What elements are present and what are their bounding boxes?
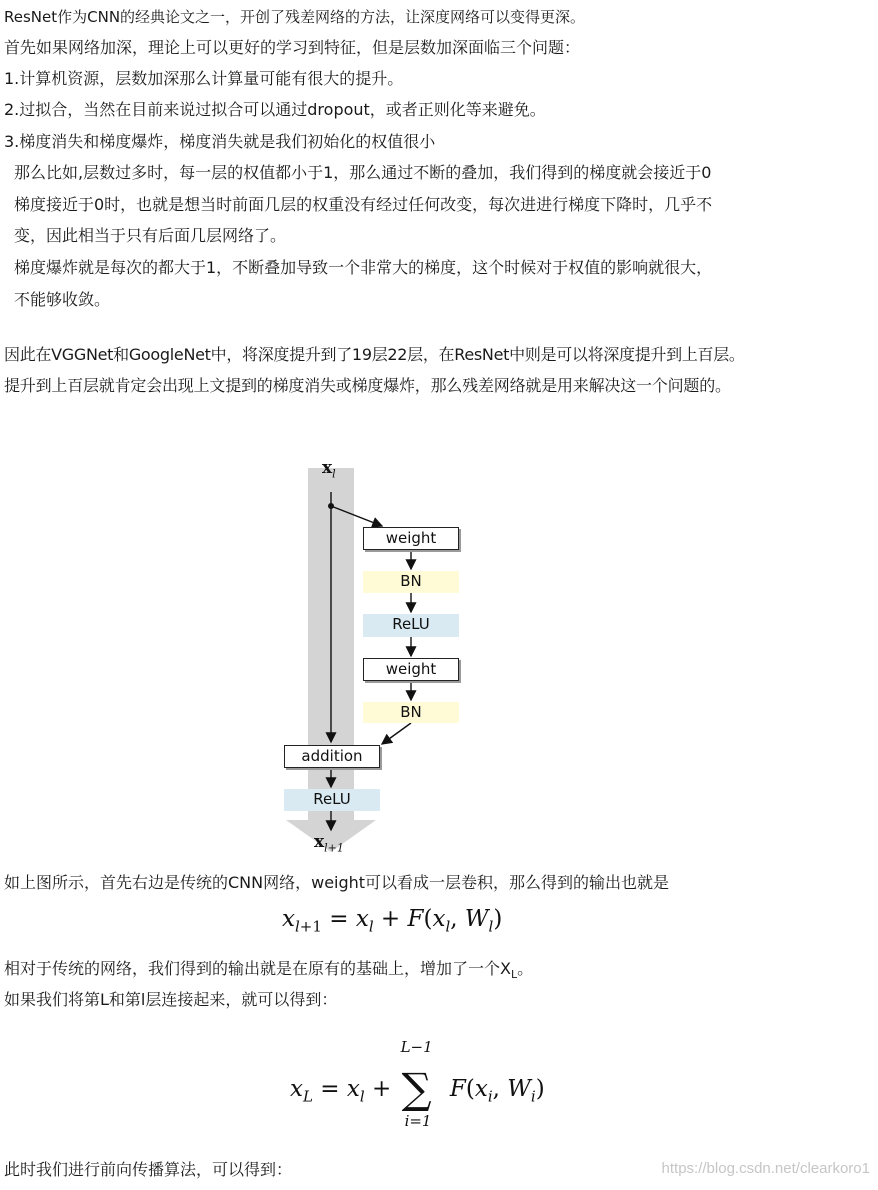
sum-upper-limit: L−1 — [400, 1038, 433, 1056]
paragraph-intro: ResNet作为CNN的经典论文之一，开创了残差网络的方法，让深度网络可以变得更深。 — [4, 8, 586, 26]
weight-layer-2: weight — [363, 658, 459, 681]
list-item-3-line-1: 那么比如,层数过多时，每一层的权值都小于1，那么通过不断的叠加，我们得到的梯度就会接近于0 — [14, 163, 712, 182]
list-item-3-line-2: 梯度接近于0时，也就是想当时前面几层的权重没有经过任何改变，每次进进行梯度下降时，几乎不 — [14, 195, 713, 214]
list-item-2: 2.过拟合，当然在目前来说过拟合可以通过dropout，或者正则化等来避免。 — [4, 100, 546, 119]
addition-node: addition — [284, 745, 380, 768]
formula-residual-output: $x_{l+1} = x_l + F(x_l$, $W_l$) — [282, 906, 503, 936]
paragraph-connect-layers: 如果我们将第L和第l层连接起来，就可以得到： — [4, 990, 338, 1009]
bn-layer-1: BN — [363, 571, 459, 593]
paragraph-explanation: 如上图所示，首先右边是传统的CNN网络，weight可以看成一层卷积，那么得到的输出也就是 — [4, 873, 670, 892]
list-item-3: 3.梯度消失和梯度爆炸，梯度消失就是我们初始化的权值很小 — [4, 132, 436, 151]
output-label-x-l-plus-1: $x_{l+1}$ — [314, 832, 344, 855]
bn-layer-2: BN — [363, 702, 459, 723]
list-item-3-line-4: 梯度爆炸就是每次的都大于1，不断叠加导致一个非常大的梯度，这个时候对于权值的影响就很大， — [14, 258, 713, 277]
list-item-3-line-3: 变，因此相当于只有后面几层网络了。 — [14, 226, 287, 245]
sum-lower-limit: i=1 — [404, 1112, 432, 1130]
paragraph-forward-propagation: 此时我们进行前向传播算法，可以得到： — [4, 1160, 293, 1179]
paragraph-comparison: 相对于传统的网络，我们得到的输出就是在原有的基础上，增加了一个$X_L$。 — [4, 959, 534, 982]
formula-sum-residual: $x_L = x_l$ + L−1 ∑ i=1 $F(x_i$, $W_i$) — [290, 1038, 545, 1130]
paragraph-problems: 首先如果网络加深，理论上可以更好的学习到特征，但是层数加深面临三个问题： — [4, 38, 581, 57]
relu-layer-1: ReLU — [363, 614, 459, 637]
list-item-1: 1.计算机资源，层数加深那么计算量可能有很大的提升。 — [4, 69, 404, 88]
weight-layer-1: weight — [363, 527, 459, 550]
watermark: https://blog.csdn.net/clearkoro1 — [661, 1160, 870, 1177]
input-label-x-l: $x_l$ — [322, 458, 336, 481]
paragraph-resnet-purpose: 提升到上百层就肯定会出现上文提到的梯度消失或梯度爆炸，那么残差网络就是用来解决这一个问题的。 — [4, 376, 731, 395]
paragraph-vggnet: 因此在VGGNet和GoogleNet中，将深度提升到了19层22层，在ResNet中则是可以将深度提升到上百层。 — [4, 345, 745, 364]
summation-symbol: L−1 ∑ i=1 — [400, 1038, 433, 1130]
relu-output-node: ReLU — [284, 789, 380, 811]
list-item-3-line-5: 不能够收敛。 — [14, 290, 111, 309]
residual-block-diagram — [278, 456, 468, 856]
